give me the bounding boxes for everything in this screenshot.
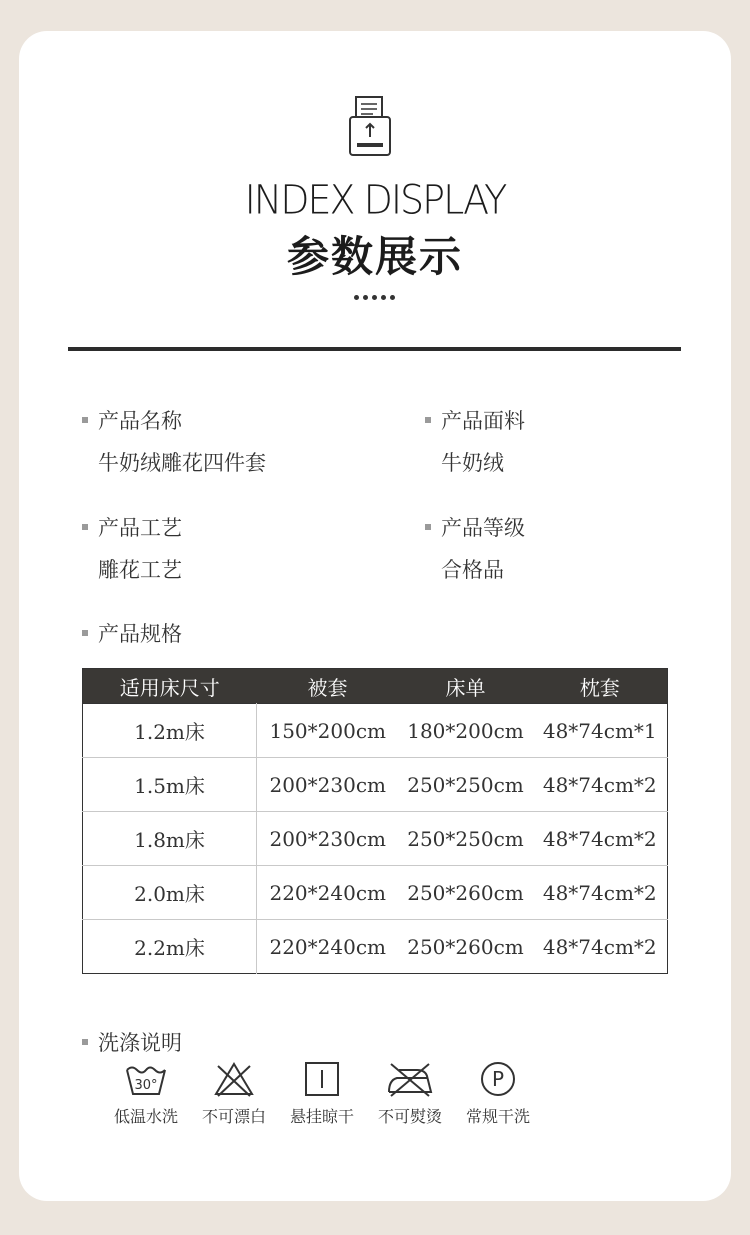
cell-pillowcase: 48*74cm*2 <box>533 758 668 812</box>
param-product-grade <box>425 512 525 584</box>
table-row <box>83 812 668 866</box>
param-label: 产品等级 <box>441 516 525 540</box>
param-label: 产品面料 <box>441 409 525 433</box>
care-label: 低温水洗 <box>113 1107 178 1126</box>
cell-bed-sheet: 250*250cm <box>399 758 533 812</box>
param-label: 产品工艺 <box>98 516 182 540</box>
table-row <box>83 704 668 758</box>
care-item-hang-dry <box>277 1060 367 1127</box>
table-row <box>83 866 668 920</box>
cell-pillowcase: 48*74cm*2 <box>533 866 668 920</box>
care-item-iron <box>365 1060 455 1127</box>
bullet-square-icon <box>425 524 431 530</box>
cell-bed-size: 2.0m床 <box>83 866 257 920</box>
cell-bed-size: 2.2m床 <box>83 920 257 974</box>
spec-table <box>82 668 668 974</box>
cell-duvet-cover: 150*200cm <box>257 704 399 758</box>
care-item-wash <box>101 1060 191 1127</box>
care-section <box>82 1027 182 1057</box>
cell-pillowcase: 48*74cm*2 <box>542 934 657 959</box>
header-bed-size: 适用床尺寸 <box>83 669 257 704</box>
table-row <box>83 920 668 974</box>
cell-bed-sheet: 250*260cm <box>399 866 533 920</box>
param-value: 牛奶绒 <box>441 451 504 475</box>
param-value: 合格品 <box>441 558 504 582</box>
care-item-bleach <box>189 1060 279 1127</box>
bullet-square-icon <box>82 417 88 423</box>
care-item-dry-clean <box>453 1060 543 1127</box>
header-duvet-cover: 被套 <box>257 669 399 704</box>
bullet-square-icon <box>82 1039 88 1045</box>
cell-bed-size: 1.5m床 <box>83 758 257 812</box>
param-product-craft <box>82 512 182 584</box>
cell-bed-size: 1.2m床 <box>83 704 257 758</box>
care-label: 不可漂白 <box>201 1107 266 1126</box>
param-label: 产品规格 <box>98 622 182 646</box>
param-product-name <box>82 405 266 477</box>
bullet-square-icon <box>82 630 88 636</box>
param-value: 雕花工艺 <box>98 558 182 582</box>
dry-clean-letter: P <box>491 1067 505 1091</box>
cell-duvet-cover: 200*230cm <box>257 758 399 812</box>
wash-30-icon <box>124 1060 168 1098</box>
care-label: 常规干洗 <box>465 1107 530 1126</box>
no-iron-icon <box>385 1060 435 1098</box>
param-product-fabric <box>425 405 525 477</box>
bullet-square-icon <box>82 524 88 530</box>
section-divider <box>68 347 681 351</box>
cell-bed-sheet: 180*200cm <box>399 704 533 758</box>
hang-dry-icon <box>300 1060 344 1098</box>
table-row <box>83 758 668 812</box>
cell-bed-sheet: 250*250cm <box>399 812 533 866</box>
page-title: 参数展示 <box>286 232 463 281</box>
bullet-square-icon <box>425 417 431 423</box>
care-label: 悬挂晾干 <box>289 1107 354 1126</box>
cell-duvet-cover: 220*240cm <box>257 866 399 920</box>
cell-bed-size: 1.8m床 <box>83 812 257 866</box>
care-label: 不可熨烫 <box>377 1107 442 1126</box>
param-value: 牛奶绒雕花四件套 <box>98 451 266 475</box>
cell-pillowcase: 48*74cm*1 <box>533 704 668 758</box>
cell-bed-sheet: 250*260cm <box>407 934 524 959</box>
no-bleach-icon <box>212 1060 256 1098</box>
page-title-en: INDEX DISPLAY <box>244 176 506 224</box>
header-bed-sheet: 床单 <box>399 669 533 704</box>
param-product-spec <box>82 618 182 648</box>
care-section-label: 洗涤说明 <box>98 1031 182 1055</box>
title-dots <box>354 295 395 300</box>
table-header-row <box>83 669 668 704</box>
cell-duvet-cover: 220*240cm <box>269 934 386 959</box>
document-upload-icon <box>348 95 392 159</box>
cell-pillowcase: 48*74cm*2 <box>533 812 668 866</box>
param-label: 产品名称 <box>98 409 182 433</box>
dry-clean-icon <box>476 1060 520 1098</box>
cell-duvet-cover: 200*230cm <box>257 812 399 866</box>
wash-temp-text: 30° <box>134 1078 158 1093</box>
header-pillowcase: 枕套 <box>533 669 668 704</box>
